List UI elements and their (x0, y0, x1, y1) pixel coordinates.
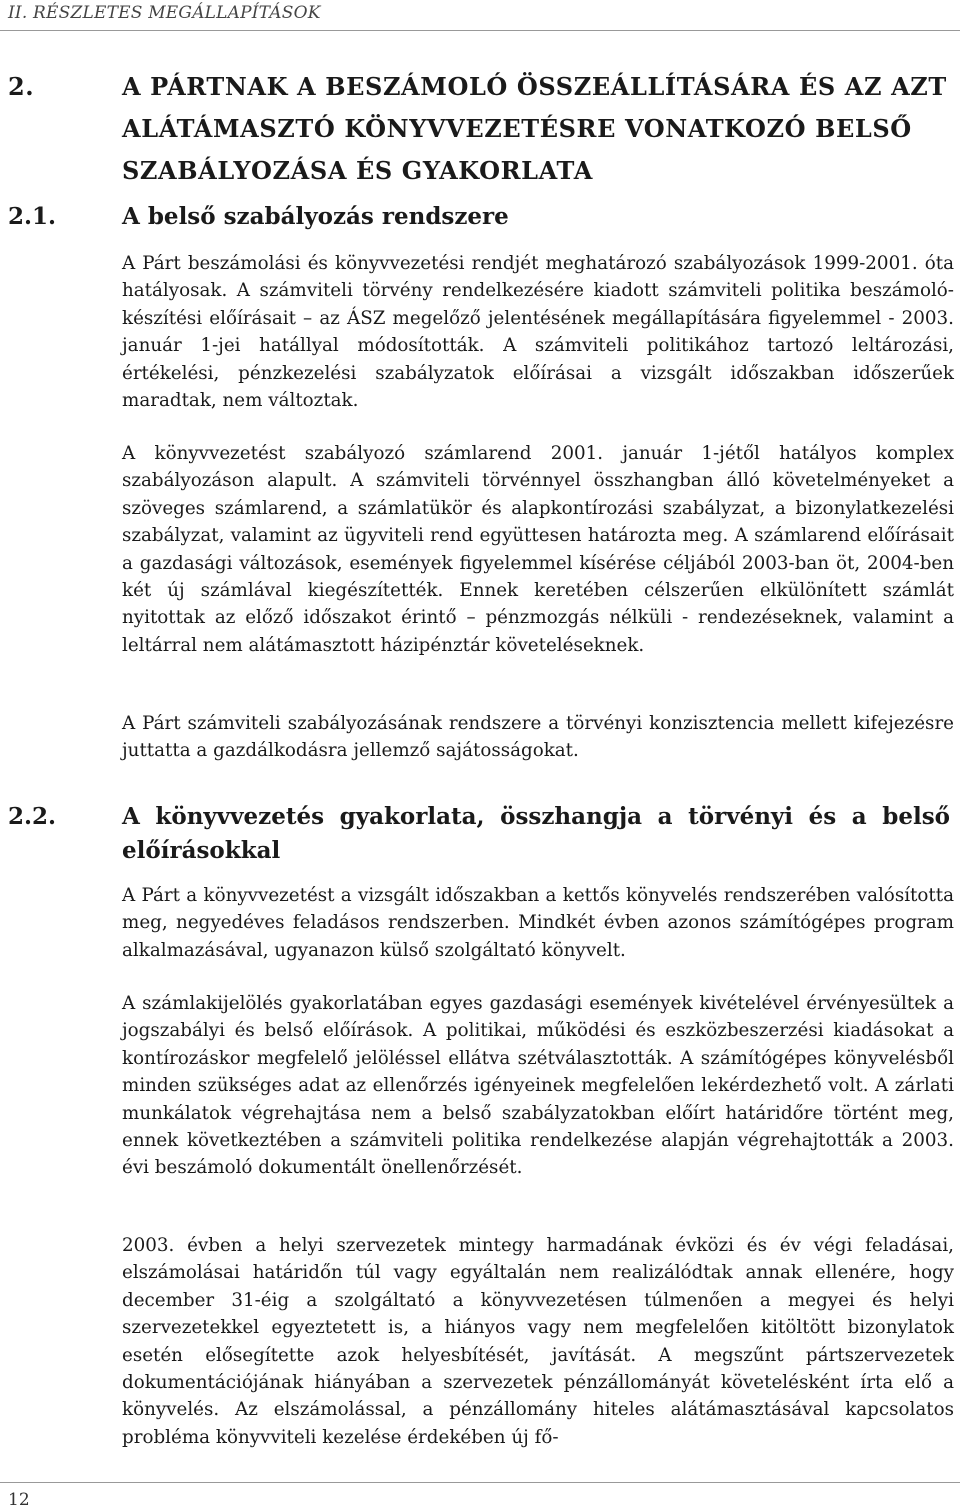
section-number: 2. (8, 72, 35, 101)
header-divider (0, 30, 960, 31)
paragraph: A Párt számviteli szabályozásának rendszere a törvényi konzisztencia mellett kifejezésre juttatta a gazdálkodásra jellemző sajátosságokat. (122, 713, 954, 762)
subsection-number: 2.1. (8, 203, 57, 230)
paragraph: A könyvvezetést szabályozó számlarend 2001. január 1-jétől hatályos komplex szabályozáson alapult. A számviteli törvénnyel összhangban álló követelményeket a szöveges számlarend, a számlatükör és alapkontírozási szabályzat, a bizonylatkezelési szabályzat, valamint az ügyviteli rend együttesen határozta meg. A számlarend előírásait a gazdasági változások, események figyelemmel kísérése céljából 2003-ban öt, 2004-ben két új számlával kiegészítették. Ennek keretében célszerűen elkülönített számlát nyitottak az előző időszakot érintő – pénzmozgás nélküli - rendezéseknek, valamint a leltárral nem alátámasztott házipénztár követeléseknek. (122, 443, 954, 656)
paragraph: 2003. évben a helyi szervezetek mintegy harmadának évközi és év végi feladásai, elszámolásai határidőn túl vagy egyáltalán nem realizálódtak annak ellenére, hogy december 31-éig a szolgáltató a könyvvezetésen túlmenően a megyei és helyi szervezetekkel egyeztetett is, a hiányos vagy nem megfelelően kitöltött bizonylatok esetén elősegítette azok helyesbítését, javítását. A megszűnt pártszervezetek dokumentációjának hiányában a szervezetek pénzállományát követelésként írta elő a könyvelés. Az elszámolással, a pénzállomány hiteles alátámasztásával kapcsolatos probléma könyvviteli kezelése érdekében új fő- (122, 1235, 954, 1448)
running-header: II. RÉSZLETES MEGÁLLAPÍTÁSOK (8, 3, 321, 23)
paragraph: A Párt a könyvvezetést a vizsgált időszakban a kettős könyvelés rendszerében valósította meg, negyedéves feladásos rendszerben. Mindkét évben azonos számítógépes program alkalmazásával, ugyanazon külső szolgáltató könyvelt. (122, 885, 954, 961)
subsection-title: A belső szabályozás rendszere (122, 203, 509, 230)
paragraph: A számlakijelölés gyakorlatában egyes gazdasági események kivételével érvényesültek a jogszabályi és belső előírások. A politikai, működési és eszközbeszerzési kiadásokat a kontírozáskor megfelelő jelöléssel ellátva szétválasztották. A számítógépes könyvelésből minden szükséges adat az ellenőrzés igényeinek megfelelően lekérdezhető volt. A zárlati munkálatok végrehajtása nem a belső szabályzatokban előírt határidőre történt meg, ennek következtében a számviteli politika rendelkezése alapján végrehajtották a 2003. évi beszámoló dokumentált önellenőrzését. (122, 993, 954, 1179)
paragraph: A Párt beszámolási és könyvvezetési rendjét meghatározó szabályozások 1999-2001. óta hatályosak. A számviteli törvény rendelkezésére kiadott számviteli politika beszámoló-készítési előírásait – az ÁSZ megelőző jelentésének megállapítására figyelemmel - 2003. január 1-jei hatállyal módosították. A számviteli politikához tartozó leltározási, értékelési, pénzkezelési szabályzatok előírásai a vizsgált időszakban időszerűek maradtak, nem változtak. (122, 253, 954, 412)
subsection-number: 2.2. (8, 803, 57, 830)
subsection-heading (8, 800, 950, 868)
subsection-title: A könyvvezetés gyakorlata, összhangja a törvényi és a belső előírásokkal (122, 803, 950, 864)
page-number: 12 (8, 1490, 30, 1510)
section-title: A PÁRTNAK A BESZÁMOLÓ ÖSSZEÁLLÍTÁSÁRA ÉS AZ AZT ALÁTÁMASZTÓ KÖNYVVEZETÉSRE VONATKOZÓ BELSŐ SZABÁLYOZÁSA ÉS GYAKORLATA (122, 72, 947, 185)
section-heading (8, 66, 948, 192)
footer-divider (0, 1482, 960, 1483)
subsection-heading (8, 200, 950, 234)
